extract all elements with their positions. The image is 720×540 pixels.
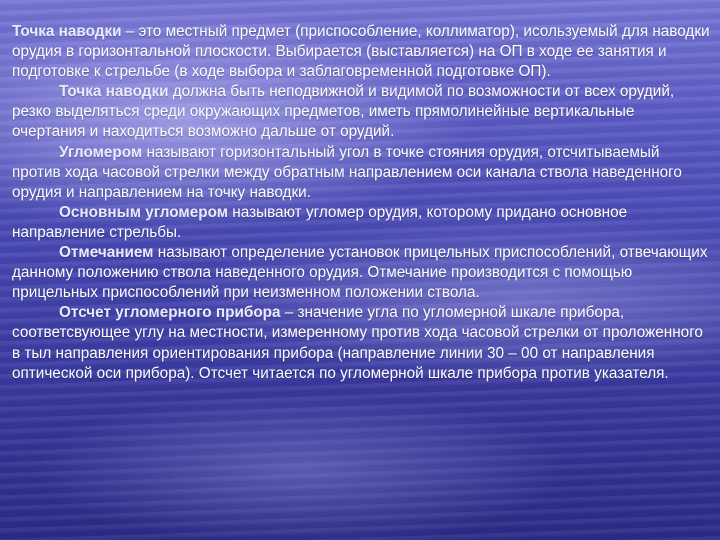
paragraph-text: называют горизонтальный угол в точке стояния орудия, отсчитываемый против хода часовой стрелки между обратным направлением оси канала ствола наведенного орудия и направлением на точку наводки. xyxy=(12,143,682,201)
paragraph-text: называют определение установок прицельных приспособлений, отвечающих данному положению ствола наведенного орудия. Отмечание производится с помощью прицельных приспособлений при неизменном положении ствола. xyxy=(12,244,708,302)
paragraph-aiming-point xyxy=(12,22,712,82)
paragraph-aiming-point-requirements xyxy=(12,82,712,142)
paragraph-main-goniometer xyxy=(12,203,712,243)
paragraph-marking xyxy=(12,243,712,303)
term-instrument-reading: Отсчет угломерного прибора xyxy=(59,304,281,322)
paragraph-text: – значение угла по угломерной шкале прибора, соответсвующее углу на местности, измеренному против хода часовой стрелки от проложенного в тыл направления ориентирования прибора (направление линии 30 – 00 от направления оптической оси прибора). Отсчет читается по угломерной шкале прибора против указателя. xyxy=(12,304,703,382)
term-main-goniometer: Основным угломером xyxy=(59,203,229,221)
paragraph-instrument-reading xyxy=(12,303,712,383)
paragraph-goniometer-angle xyxy=(12,143,712,203)
paragraph-text: – это местный предмет (приспособление, коллиматор), исользуемый для наводки орудия в горизонтальной плоскости. Выбирается (выставляется) на ОП в ходе ее занятия и подготовке к стрельбе (в ходе выбора и заблаговременной подготовке ОП). xyxy=(12,23,710,81)
term-goniometer-angle: Угломером xyxy=(59,143,143,161)
paragraph-text: называют угломер орудия, которому придано основное направление стрельбы. xyxy=(12,203,628,241)
term-aiming-point: Точка наводки xyxy=(59,83,169,101)
term-marking: Отмечанием xyxy=(59,244,154,262)
term-aiming-point: Точка наводки xyxy=(12,23,122,40)
slide-text-body xyxy=(12,22,712,384)
paragraph-text: должна быть неподвижной и видимой по возможности от всех орудий, резко выделяться среди окружающих предметов, иметь прямолинейные вертикальные очертания и находиться возможно дальше от орудий. xyxy=(12,83,675,141)
